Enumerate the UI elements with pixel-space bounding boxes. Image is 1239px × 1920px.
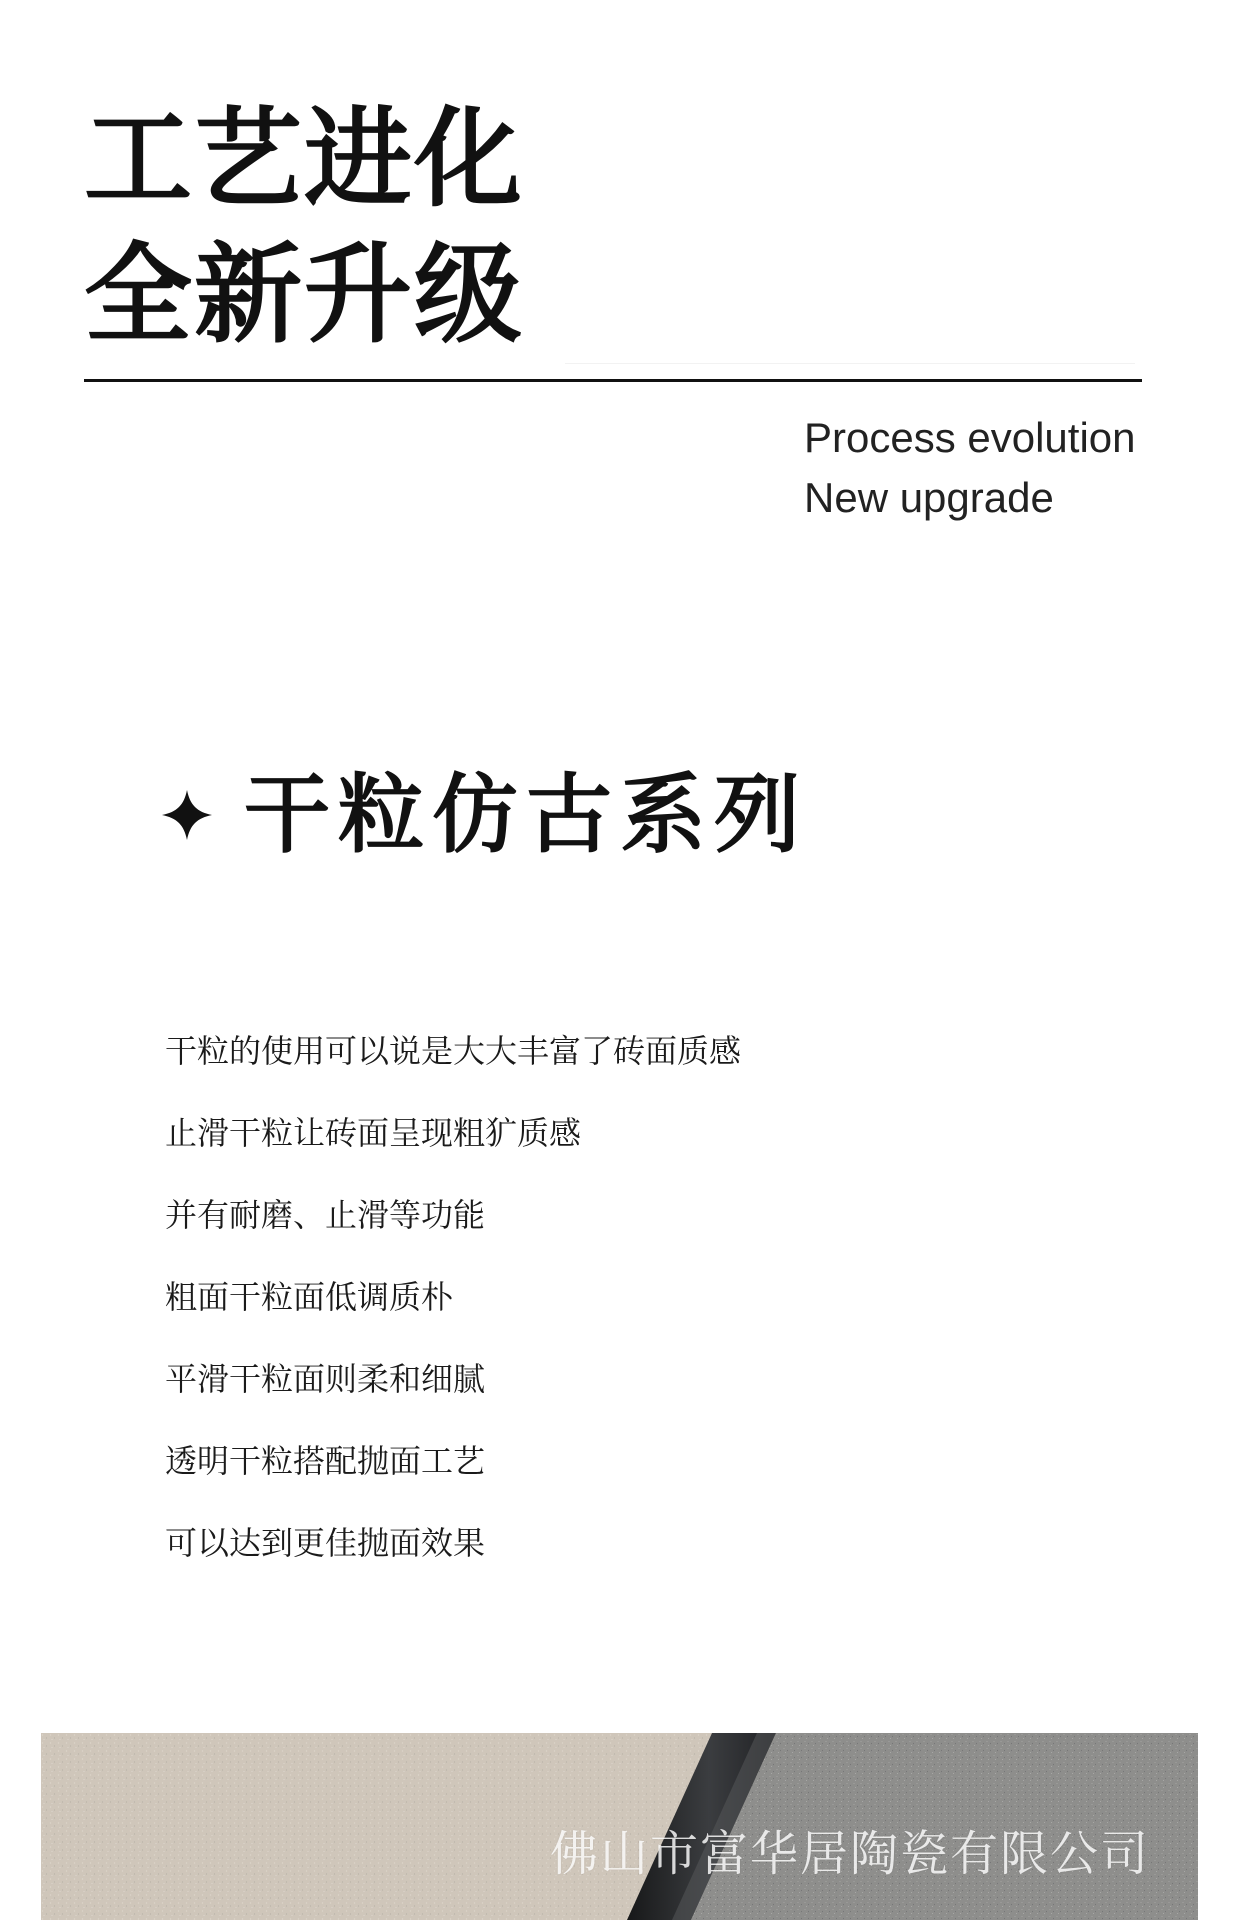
hero-title-line-1: 工艺进化 [84,97,525,222]
hero-title [84,92,524,364]
description-line-1: 干粒的使用可以说是大大丰富了砖面质感 [165,1032,742,1070]
subtitle-line-2: New upgrade [804,474,1054,521]
description-line-5: 平滑干粒面则柔和细腻 [165,1360,486,1398]
hero-divider [84,379,1142,382]
hero-faint-divider [565,363,1135,364]
hero-title-line-2: 全新升级 [84,233,525,358]
company-watermark: 佛山市富华居陶瓷有限公司 [549,1826,1150,1882]
description-line-4: 粗面干粒面低调质朴 [165,1278,454,1316]
description-line-7: 可以达到更佳抛面效果 [165,1524,486,1562]
hero-subtitle [804,408,1136,528]
feature-description-list [165,1010,741,1584]
description-line-3: 并有耐磨、止滑等功能 [165,1196,486,1234]
description-line-2: 止滑干粒让砖面呈现粗犷质感 [165,1114,582,1152]
section-heading [160,765,808,865]
sparkle-icon [160,788,214,842]
description-line-6: 透明干粒搭配抛面工艺 [165,1442,486,1480]
section-title: 干粒仿古系列 [244,765,808,865]
tile-product-image [41,1733,1198,1920]
subtitle-line-1: Process evolution [804,414,1136,461]
